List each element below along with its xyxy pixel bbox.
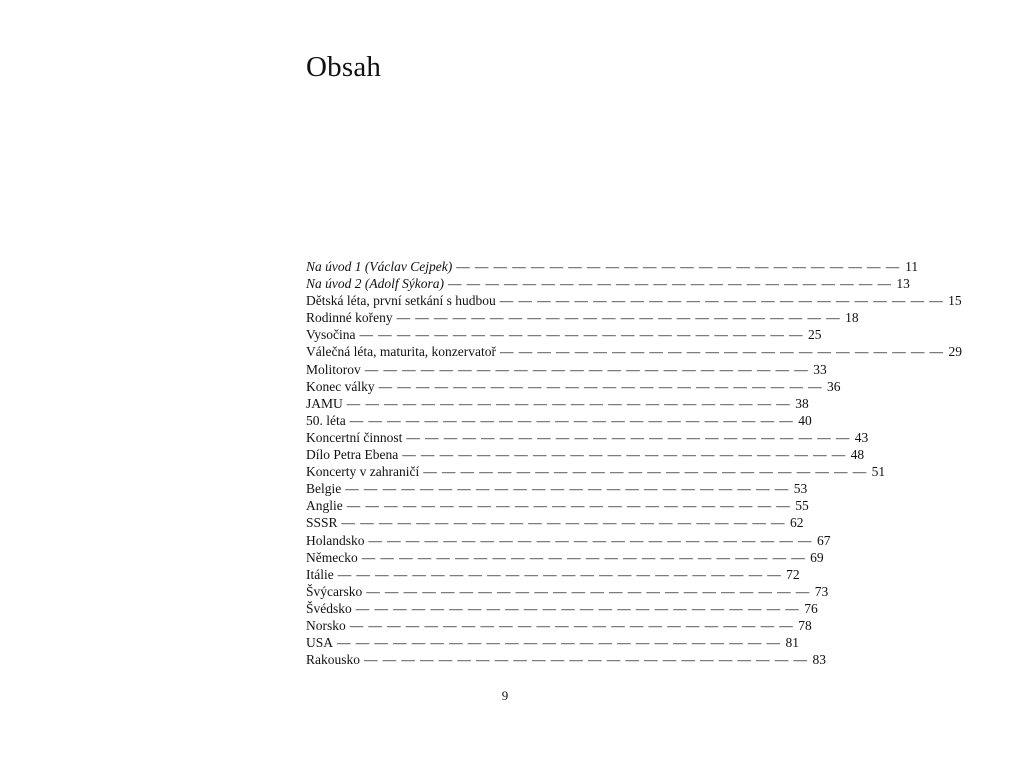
toc-leader-dashes: — — — — — — — — — — — — — — — — — — — — — — — —: [346, 498, 791, 514]
toc-entry: [306, 463, 886, 480]
toc-leader-dashes: — — — — — — — — — — — — — — — — — — — — — — — —: [349, 617, 794, 633]
page-number: 9: [501, 688, 509, 703]
toc-entry-title: Holandsko: [306, 532, 365, 548]
toc-entry: [306, 412, 812, 429]
toc-leader-dashes: — — — — — — — — — — — — — — — — — — — — — — — —: [345, 481, 790, 497]
toc-entry-title: Anglie: [306, 498, 343, 514]
toc-entry: [306, 343, 962, 360]
toc-entry: [306, 446, 865, 463]
toc-entry-page: 29: [948, 344, 962, 360]
toc-entry: [306, 651, 826, 668]
toc-entry-page: 78: [798, 617, 812, 633]
table-of-contents: [306, 258, 962, 668]
toc-entry-title: Konec války: [306, 378, 375, 394]
toc-entry-title: SSSR: [306, 515, 338, 531]
toc-entry: [306, 549, 824, 566]
toc-entry-page: 40: [798, 412, 812, 428]
toc-entry-title: Válečná léta, maturita, konzervatoř: [306, 344, 497, 360]
toc-entry: [306, 292, 962, 309]
toc-entry-page: 67: [816, 532, 831, 548]
toc-entry-page: 13: [896, 276, 910, 292]
toc-entry: [306, 275, 910, 292]
toc-entry-page: 76: [804, 600, 818, 616]
toc-entry-page: 33: [813, 361, 827, 377]
toc-leader-dashes: — — — — — — — — — — — — — — — — — — — — — — — —: [396, 310, 841, 326]
toc-entry-title: USA: [306, 635, 334, 651]
toc-entry-title: Belgie: [306, 481, 342, 497]
toc-leader-dashes: — — — — — — — — — — — — — — — — — — — — — — — —: [341, 515, 786, 531]
toc-entry-page: 38: [795, 395, 809, 411]
toc-leader-dashes: — — — — — — — — — — — — — — — — — — — — — — — —: [355, 600, 800, 616]
toc-entry-title: Rakousko: [306, 652, 360, 668]
toc-entry-title: Koncertní činnost: [306, 429, 403, 445]
toc-entry-page: 55: [795, 498, 809, 514]
toc-entry-title: Švédsko: [306, 600, 352, 616]
toc-entry-title: Koncerty v zahraničí: [306, 464, 420, 480]
toc-entry-page: 48: [850, 447, 865, 463]
toc-entry: [306, 395, 809, 412]
toc-entry: [306, 326, 822, 343]
toc-leader-dashes: — — — — — — — — — — — — — — — — — — — — — — — —: [349, 412, 794, 428]
toc-leader-dashes: — — — — — — — — — — — — — — — — — — — — — — — —: [337, 635, 781, 651]
toc-leader-dashes: — — — — — — — — — — — — — — — — — — — — — — — —: [402, 447, 847, 463]
toc-entry-title: Vysočina: [306, 327, 356, 343]
toc-entry: [306, 634, 799, 651]
toc-leader-dashes: — — — — — — — — — — — — — — — — — — — — — — — —: [423, 464, 868, 480]
toc-entry: [306, 378, 841, 395]
toc-entry-page: 53: [793, 481, 808, 497]
toc-entry-page: 62: [789, 515, 804, 531]
toc-entry-title: Itálie: [306, 566, 334, 582]
toc-leader-dashes: — — — — — — — — — — — — — — — — — — — — — — — —: [337, 566, 782, 582]
toc-entry-page: 73: [814, 583, 829, 599]
toc-entry-page: 51: [871, 464, 886, 480]
toc-entry-title: Švýcarsko: [306, 583, 363, 599]
toc-leader-dashes: — — — — — — — — — — — — — — — — — — — — — — — —: [499, 293, 944, 309]
toc-entry-title: JAMU: [306, 395, 343, 411]
toc-leader-dashes: — — — — — — — — — — — — — — — — — — — — — — — —: [456, 259, 901, 274]
toc-entry: [306, 617, 812, 634]
toc-entry-title: Na úvod 1 (Václav Cejpek): [306, 259, 453, 274]
toc-entry: [306, 258, 919, 275]
toc-entry: [306, 480, 808, 497]
toc-entry-page: 83: [812, 652, 826, 668]
toc-entry-page: 15: [948, 293, 962, 309]
toc-entry: [306, 497, 809, 514]
toc-leader-dashes: — — — — — — — — — — — — — — — — — — — — — — — —: [364, 652, 808, 668]
toc-entry-title: Molitorov: [306, 361, 361, 377]
toc-entry-page: 72: [786, 566, 800, 582]
toc-entry: [306, 309, 859, 326]
toc-leader-dashes: — — — — — — — — — — — — — — — — — — — — — — — —: [359, 327, 804, 343]
toc-entry: [306, 583, 829, 600]
toc-leader-dashes: — — — — — — — — — — — — — — — — — — — — — — — —: [368, 532, 813, 548]
toc-leader-dashes: — — — — — — — — — — — — — — — — — — — — — — — —: [366, 583, 811, 599]
toc-entry-title: Rodinné kořeny: [306, 310, 393, 326]
toc-entry-page: 25: [807, 327, 822, 343]
toc-entry: [306, 514, 804, 531]
toc-entry-page: 18: [845, 310, 859, 326]
toc-entry-page: 43: [854, 429, 869, 445]
toc-entry-title: 50. léta: [306, 412, 346, 428]
toc-entry: [306, 361, 827, 378]
toc-entry-title: Německo: [306, 549, 358, 565]
toc-leader-dashes: — — — — — — — — — — — — — — — — — — — — — — — —: [378, 378, 823, 394]
toc-entry-page: 69: [810, 549, 824, 565]
toc-entry-title: Dětská léta, první setkání s hudbou: [306, 293, 496, 309]
toc-entry-title: Dílo Petra Ebena: [306, 447, 399, 463]
toc-entry: [306, 600, 818, 617]
toc-leader-dashes: — — — — — — — — — — — — — — — — — — — — — — — —: [346, 395, 791, 411]
toc-leader-dashes: — — — — — — — — — — — — — — — — — — — — — — — —: [406, 429, 851, 445]
toc-leader-dashes: — — — — — — — — — — — — — — — — — — — — — — — —: [500, 344, 944, 360]
toc-leader-dashes: — — — — — — — — — — — — — — — — — — — — — — — —: [361, 549, 806, 565]
toc-entry: [306, 566, 800, 583]
toc-entry-page: 81: [785, 635, 799, 651]
toc-entry: [306, 429, 869, 446]
toc-leader-dashes: — — — — — — — — — — — — — — — — — — — — — — — —: [364, 361, 809, 377]
toc-entry-page: 36: [827, 378, 841, 394]
toc-leader-dashes: — — — — — — — — — — — — — — — — — — — — — — — —: [447, 276, 892, 292]
toc-entry-title: Na úvod 2 (Adolf Sýkora): [306, 276, 444, 292]
page-title: Obsah: [306, 51, 382, 83]
toc-entry: [306, 532, 831, 549]
toc-entry-title: Norsko: [306, 617, 346, 633]
toc-entry-page: 11: [905, 259, 919, 274]
